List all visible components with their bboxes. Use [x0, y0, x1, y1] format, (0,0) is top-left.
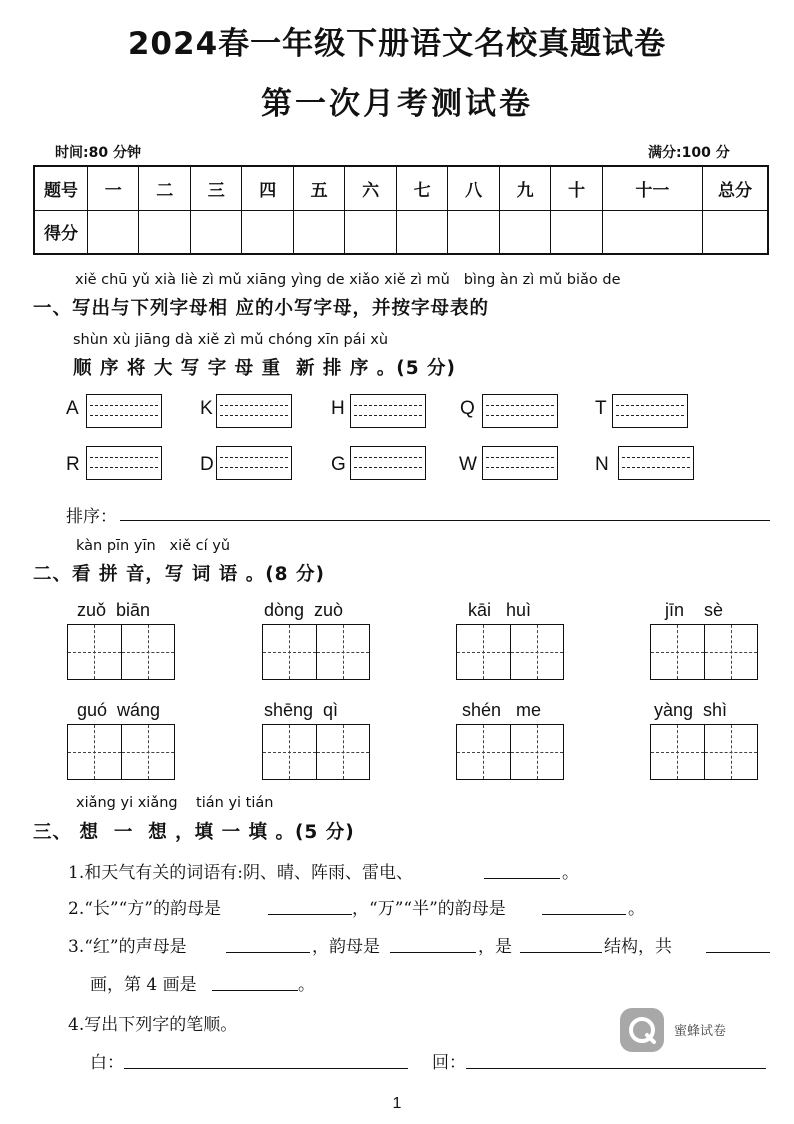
sort-answer-line[interactable]	[120, 520, 770, 521]
watermark-text: 蜜蜂试卷	[674, 1024, 727, 1039]
q3-item3d: 结构，共	[604, 937, 672, 957]
q1-pinyin-line1: xiě chū yǔ xià liè zì mǔ xiāng yìng de xiǎo xiě zì mǔ bìng àn zì mǔ biǎo de	[75, 272, 621, 288]
q3-item1: 1.和天气有关的词语有:阴、晴、阵雨、雷电、	[68, 863, 413, 883]
answer-blank[interactable]	[520, 952, 602, 953]
q3-item3e: 画，第 4 画是	[90, 975, 197, 995]
word-pinyin: guó wáng	[77, 700, 161, 720]
score-header-cell: 十一	[602, 166, 702, 210]
stroke-order-answer-line[interactable]	[466, 1068, 766, 1069]
word-pinyin: shēng qì	[264, 700, 339, 720]
score-row-label: 得分	[34, 210, 88, 254]
exam-subtitle: 第一次月考测试卷	[261, 86, 533, 122]
stroke-char-hui: 回：	[432, 1053, 466, 1073]
q1-instruction-line2: 顺 序 将 大 写 字 母 重 新 排 序 。(5 分)	[73, 358, 457, 379]
score-cell[interactable]	[293, 210, 344, 254]
lowercase-answer-box[interactable]	[350, 446, 426, 480]
uppercase-letter: W	[459, 454, 477, 475]
lowercase-answer-box[interactable]	[482, 394, 558, 428]
lowercase-answer-box[interactable]	[482, 446, 558, 480]
score-header-cell: 总分	[703, 166, 769, 210]
q3-item3c: ，是	[478, 937, 512, 957]
uppercase-letter: K	[200, 398, 213, 419]
score-header-cell: 十	[551, 166, 602, 210]
score-cell[interactable]	[551, 210, 602, 254]
time-limit: 时间:80 分钟	[55, 145, 141, 161]
exam-title: 2024春一年级下册语文名校真题试卷	[127, 26, 667, 62]
tianzige-grid[interactable]	[650, 724, 758, 780]
q2-instruction: 二、看 拼 音，写 词 语 。(8 分)	[33, 564, 325, 585]
answer-blank[interactable]	[268, 914, 352, 915]
lowercase-answer-box[interactable]	[216, 446, 292, 480]
score-cell[interactable]	[396, 210, 447, 254]
uppercase-letter: T	[595, 398, 607, 419]
uppercase-letter: R	[66, 454, 80, 475]
score-table	[33, 165, 769, 255]
word-pinyin: zuǒ biān	[77, 600, 151, 620]
score-header-cell: 八	[448, 166, 499, 210]
page-number: 1	[392, 1095, 402, 1112]
lowercase-answer-box[interactable]	[350, 394, 426, 428]
answer-blank[interactable]	[542, 914, 626, 915]
tianzige-grid[interactable]	[456, 624, 564, 680]
q3-item2b: ，“万”“半”的韵母是	[352, 899, 506, 919]
lowercase-answer-box[interactable]	[216, 394, 292, 428]
score-cell[interactable]	[602, 210, 702, 254]
full-score: 满分:100 分	[648, 145, 730, 161]
uppercase-letter: H	[331, 398, 345, 419]
score-header-cell: 六	[345, 166, 396, 210]
q3-item1-end: 。	[562, 863, 579, 883]
score-table-header-row	[34, 166, 768, 210]
lowercase-answer-box[interactable]	[618, 446, 694, 480]
score-header-cell: 二	[139, 166, 190, 210]
tianzige-grid[interactable]	[456, 724, 564, 780]
score-cell[interactable]	[703, 210, 769, 254]
tianzige-grid[interactable]	[262, 724, 370, 780]
word-pinyin: shén me	[462, 700, 542, 720]
answer-blank[interactable]	[226, 952, 310, 953]
score-header-cell: 一	[88, 166, 139, 210]
q3-item2a: 2.“长”“方”的韵母是	[68, 899, 221, 919]
score-cell[interactable]	[448, 210, 499, 254]
tianzige-grid[interactable]	[67, 624, 175, 680]
lowercase-answer-box[interactable]	[86, 394, 162, 428]
word-pinyin: dòng zuò	[264, 600, 344, 620]
uppercase-letter: D	[200, 454, 214, 475]
score-header-cell: 四	[242, 166, 293, 210]
score-table-score-row	[34, 210, 768, 254]
answer-blank[interactable]	[212, 990, 298, 991]
q2-pinyin: kàn pīn yīn xiě cí yǔ	[76, 538, 231, 554]
score-header-cell: 题号	[34, 166, 88, 210]
lowercase-answer-box[interactable]	[86, 446, 162, 480]
score-header-cell: 七	[396, 166, 447, 210]
word-pinyin: yàng shì	[654, 700, 728, 720]
q3-instruction: 三、 想 一 想 ，填 一 填 。(5 分)	[33, 822, 355, 843]
score-cell[interactable]	[139, 210, 190, 254]
bee-logo-icon	[620, 1008, 664, 1052]
q1-pinyin-line2: shùn xù jiāng dà xiě zì mǔ chóng xīn pái xù	[73, 332, 389, 348]
stroke-char-bai: 白：	[90, 1053, 124, 1073]
q3-item4: 4.写出下列字的笔顺。	[68, 1015, 238, 1035]
score-cell[interactable]	[242, 210, 293, 254]
score-header-cell: 五	[293, 166, 344, 210]
q3-item2-end: 。	[628, 899, 645, 919]
uppercase-letter: N	[595, 454, 609, 475]
answer-blank[interactable]	[706, 952, 770, 953]
lowercase-answer-box[interactable]	[612, 394, 688, 428]
score-cell[interactable]	[88, 210, 139, 254]
stroke-order-answer-line[interactable]	[124, 1068, 408, 1069]
score-cell[interactable]	[345, 210, 396, 254]
score-header-cell: 九	[499, 166, 550, 210]
tianzige-grid[interactable]	[650, 624, 758, 680]
uppercase-letter: Q	[460, 398, 475, 419]
q1-instruction-line1: 一、写出与下列字母相 应的小写字母，并按字母表的	[33, 298, 489, 319]
sort-label: 排序：	[66, 507, 117, 527]
uppercase-letter: A	[66, 398, 79, 419]
word-pinyin: jīn sè	[665, 600, 724, 620]
tianzige-grid[interactable]	[262, 624, 370, 680]
q3-item3b: ，韵母是	[312, 937, 380, 957]
watermark-logo-icon	[620, 1008, 664, 1052]
q3-item3a: 3.“红”的声母是	[68, 937, 187, 957]
q3-pinyin: xiǎng yi xiǎng tián yi tián	[76, 795, 274, 811]
q3-item3-end: 。	[298, 975, 315, 995]
score-cell[interactable]	[499, 210, 550, 254]
answer-blank[interactable]	[390, 952, 476, 953]
answer-blank[interactable]	[484, 878, 560, 879]
uppercase-letter: G	[331, 454, 346, 475]
word-pinyin: kāi huì	[468, 600, 532, 620]
score-header-cell: 三	[190, 166, 241, 210]
score-cell[interactable]	[190, 210, 241, 254]
tianzige-grid[interactable]	[67, 724, 175, 780]
